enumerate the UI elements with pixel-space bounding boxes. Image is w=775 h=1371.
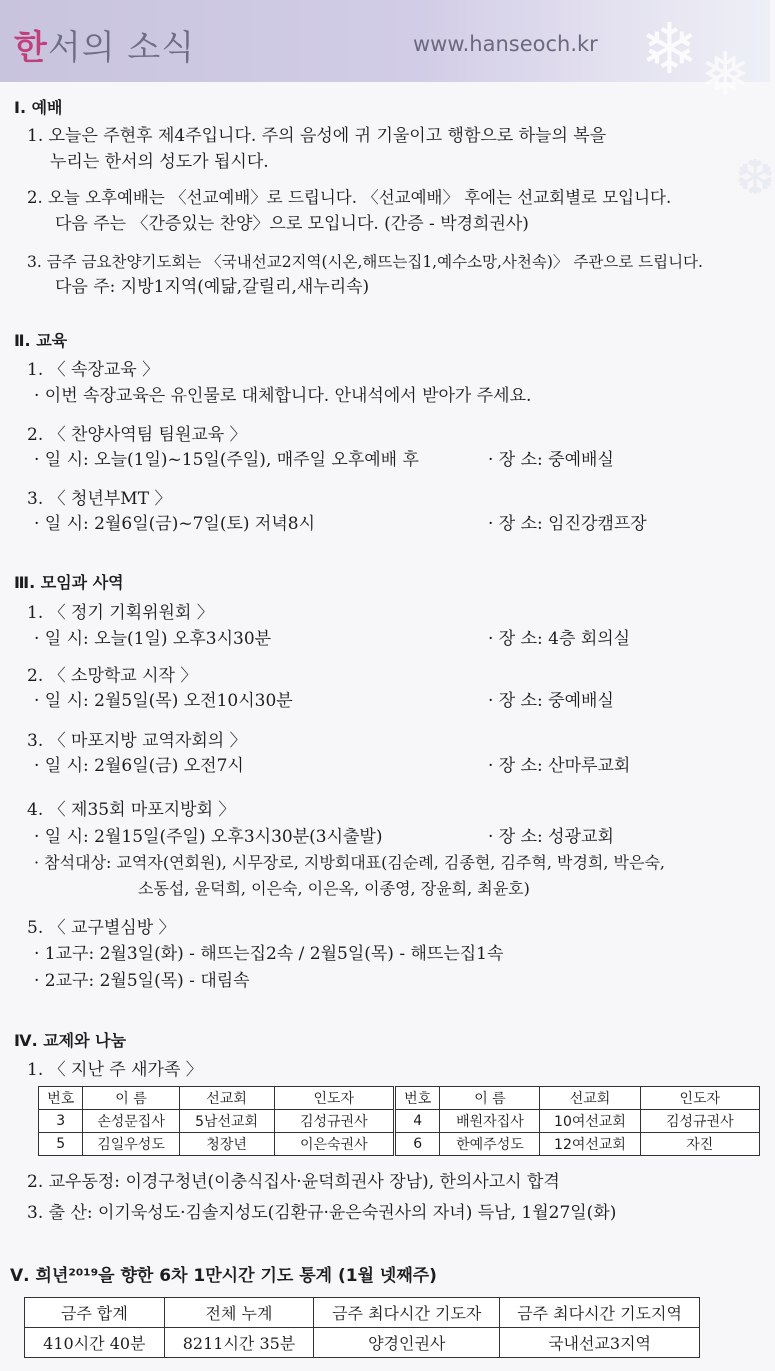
meeting-item-1-date: · 일 시: 오늘(1일) 오후3시30분 [34,629,272,649]
education-item-3-date: · 일 시: 2월6일(금)~7일(토) 저녁8시 [34,514,316,534]
table-cell: 자진 [640,1133,759,1156]
table-header-row [25,1298,700,1328]
meeting-item-5-district-1: · 1교구: 2월3일(화) - 해뜨는집2속 / 2월5일(목) - 해뜨는집1속 [34,944,504,964]
table-cell: 국내선교3지역 [500,1328,700,1358]
table-header-cell: 이 름 [83,1087,179,1110]
table-cell: 배원자집사 [440,1110,540,1133]
education-item-2-date: · 일 시: 오늘(1일)~15일(주일), 매주일 오후예배 후 [34,450,419,470]
table-header-cell: 번호 [39,1087,83,1110]
table-row [39,1133,760,1156]
title-accent: 한 [14,28,48,68]
worship-item-3-cont: 다음 주: 지방1지역(예닮,갈릴리,새누리속) [55,277,370,297]
table-row [39,1110,760,1133]
education-item-3-heading: 3. 〈 청년부MT 〉 [27,489,172,509]
worship-item-2-cont: 다음 주는 〈간증있는 찬양〉으로 모입니다. (간증 - 박경희권사) [55,214,529,234]
snowflake-icon: ❆ [735,150,775,206]
meeting-item-3-heading: 3. 〈 마포지방 교역자회의 〉 [27,731,247,751]
table-cell: 8211시간 35분 [164,1328,314,1358]
education-item-3-place: · 장 소: 임진강캠프장 [488,514,647,534]
table-cell: 5남선교회 [179,1110,274,1133]
table-cell: 410시간 40분 [25,1328,165,1358]
newsletter-title [14,20,195,69]
worship-item-1: 1. 오늘은 주현후 제4주입니다. 주의 음성에 귀 기울이고 행함으로 하늘의 복을 [27,126,607,146]
worship-item-1-cont: 누리는 한서의 성도가 됩시다. [50,152,269,172]
meeting-item-4-date: · 일 시: 2월15일(주일) 오후3시30분(3시출발) [34,827,383,847]
table-cell: 한예주성도 [440,1133,540,1156]
meeting-item-2-heading: 2. 〈 소망학교 시작 〉 [27,666,198,686]
education-item-1-heading: 1. 〈 속장교육 〉 [27,360,160,380]
meeting-item-5-district-2: · 2교구: 2월5일(목) - 대림속 [34,971,250,991]
table-cell: 김일우성도 [83,1133,179,1156]
table-cell: 5 [39,1133,83,1156]
table-cell: 4 [394,1110,439,1133]
table-header-cell: 금주 최다시간 기도지역 [500,1298,700,1328]
worship-item-3: 3. 금주 금요찬양기도회는 〈국내선교2지역(시온,해뜨는집1,예수소망,사천속)〉 주관으로 드립니다. [27,253,703,271]
meeting-item-4-place: · 장 소: 성광교회 [488,827,614,847]
worship-item-2: 2. 오늘 오후예배는 〈선교예배〉로 드립니다. 〈선교예배〉 후에는 선교회별로 모입니다. [27,188,672,207]
table-header-cell: 인도자 [640,1087,759,1110]
table-header-cell: 전체 누계 [164,1298,314,1328]
newcomers-table [38,1086,760,1156]
snowflake-icon: ❄ [640,8,699,90]
table-header-cell: 인도자 [274,1087,394,1110]
title-rest: 서의 소식 [47,28,196,68]
table-cell: 김성규권사 [274,1110,394,1133]
section-heading-worship: Ⅰ. 예배 [14,98,63,117]
education-item-2-place: · 장 소: 중예배실 [488,450,614,470]
meeting-item-5-heading: 5. 〈 교구별심방 〉 [27,918,176,938]
table-cell: 이은숙권사 [274,1133,394,1156]
section-heading-fellowship: Ⅳ. 교제와 나눔 [14,1031,127,1050]
section-heading-prayer-stats: Ⅴ. 희년²⁰¹⁹을 향한 6차 1만시간 기도 통계 (1월 넷째주) [10,1266,437,1286]
table-header-cell: 선교회 [540,1087,640,1110]
table-cell: 김성규권사 [640,1110,759,1133]
table-header-cell: 금주 최다시간 기도자 [314,1298,500,1328]
table-header-cell: 선교회 [179,1087,274,1110]
meeting-item-1-heading: 1. 〈 정기 기획위원회 〉 [27,603,214,623]
meeting-item-4-attendees: · 참석대상: 교역자(연회원), 시무장로, 지방회대표(김순례, 김종현, 김주혁, 박경희, 박은숙, [34,853,665,872]
prayer-stats-table [24,1297,700,1358]
fellowship-item-2: 2. 교우동정: 이경구청년(이충식집사·윤덕희권사 장남), 한의사고시 합격 [27,1172,560,1192]
section-heading-meetings: Ⅲ. 모임과 사역 [14,573,124,592]
meeting-item-3-date: · 일 시: 2월6일(금) 오전7시 [34,756,244,776]
meeting-item-3-place: · 장 소: 산마루교회 [488,756,631,776]
education-item-2-heading: 2. 〈 찬양사역팀 팀원교육 〉 [27,425,247,445]
meeting-item-1-place: · 장 소: 4층 회의실 [488,629,631,649]
snowflake-icon: ❅ [700,40,751,110]
table-header-cell: 이 름 [440,1087,540,1110]
table-header-row [39,1087,760,1110]
meeting-item-2-date: · 일 시: 2월5일(목) 오전10시30분 [34,691,293,711]
table-header-cell: 번호 [394,1087,439,1110]
website-url[interactable]: www.hanseoch.kr [413,32,598,56]
table-cell: 3 [39,1110,83,1133]
meeting-item-4-attendees-cont: 소동섭, 윤덕희, 이은숙, 이은옥, 이종영, 장윤희, 최윤호) [138,879,530,898]
table-cell: 10여선교회 [540,1110,640,1133]
meeting-item-2-place: · 장 소: 중예배실 [488,691,614,711]
table-cell: 양경인권사 [314,1328,500,1358]
fellowship-item-3: 3. 출 산: 이기욱성도·김솔지성도(김환규·윤은숙권사의 자녀) 득남, 1월27일(화) [27,1203,617,1223]
table-cell: 손성문집사 [83,1110,179,1133]
fellowship-item-1-heading: 1. 〈 지난 주 새가족 〉 [27,1060,203,1080]
table-cell: 12여선교회 [540,1133,640,1156]
table-cell: 6 [394,1133,439,1156]
table-header-cell: 금주 합계 [25,1298,165,1328]
table-row [25,1328,700,1358]
meeting-item-4-heading: 4. 〈 제35회 마포지방회 〉 [27,800,236,820]
education-item-1-detail: · 이번 속장교육은 유인물로 대체합니다. 안내석에서 받아가 주세요. [34,386,532,406]
table-cell: 청장년 [179,1133,274,1156]
section-heading-education: Ⅱ. 교육 [14,331,68,350]
